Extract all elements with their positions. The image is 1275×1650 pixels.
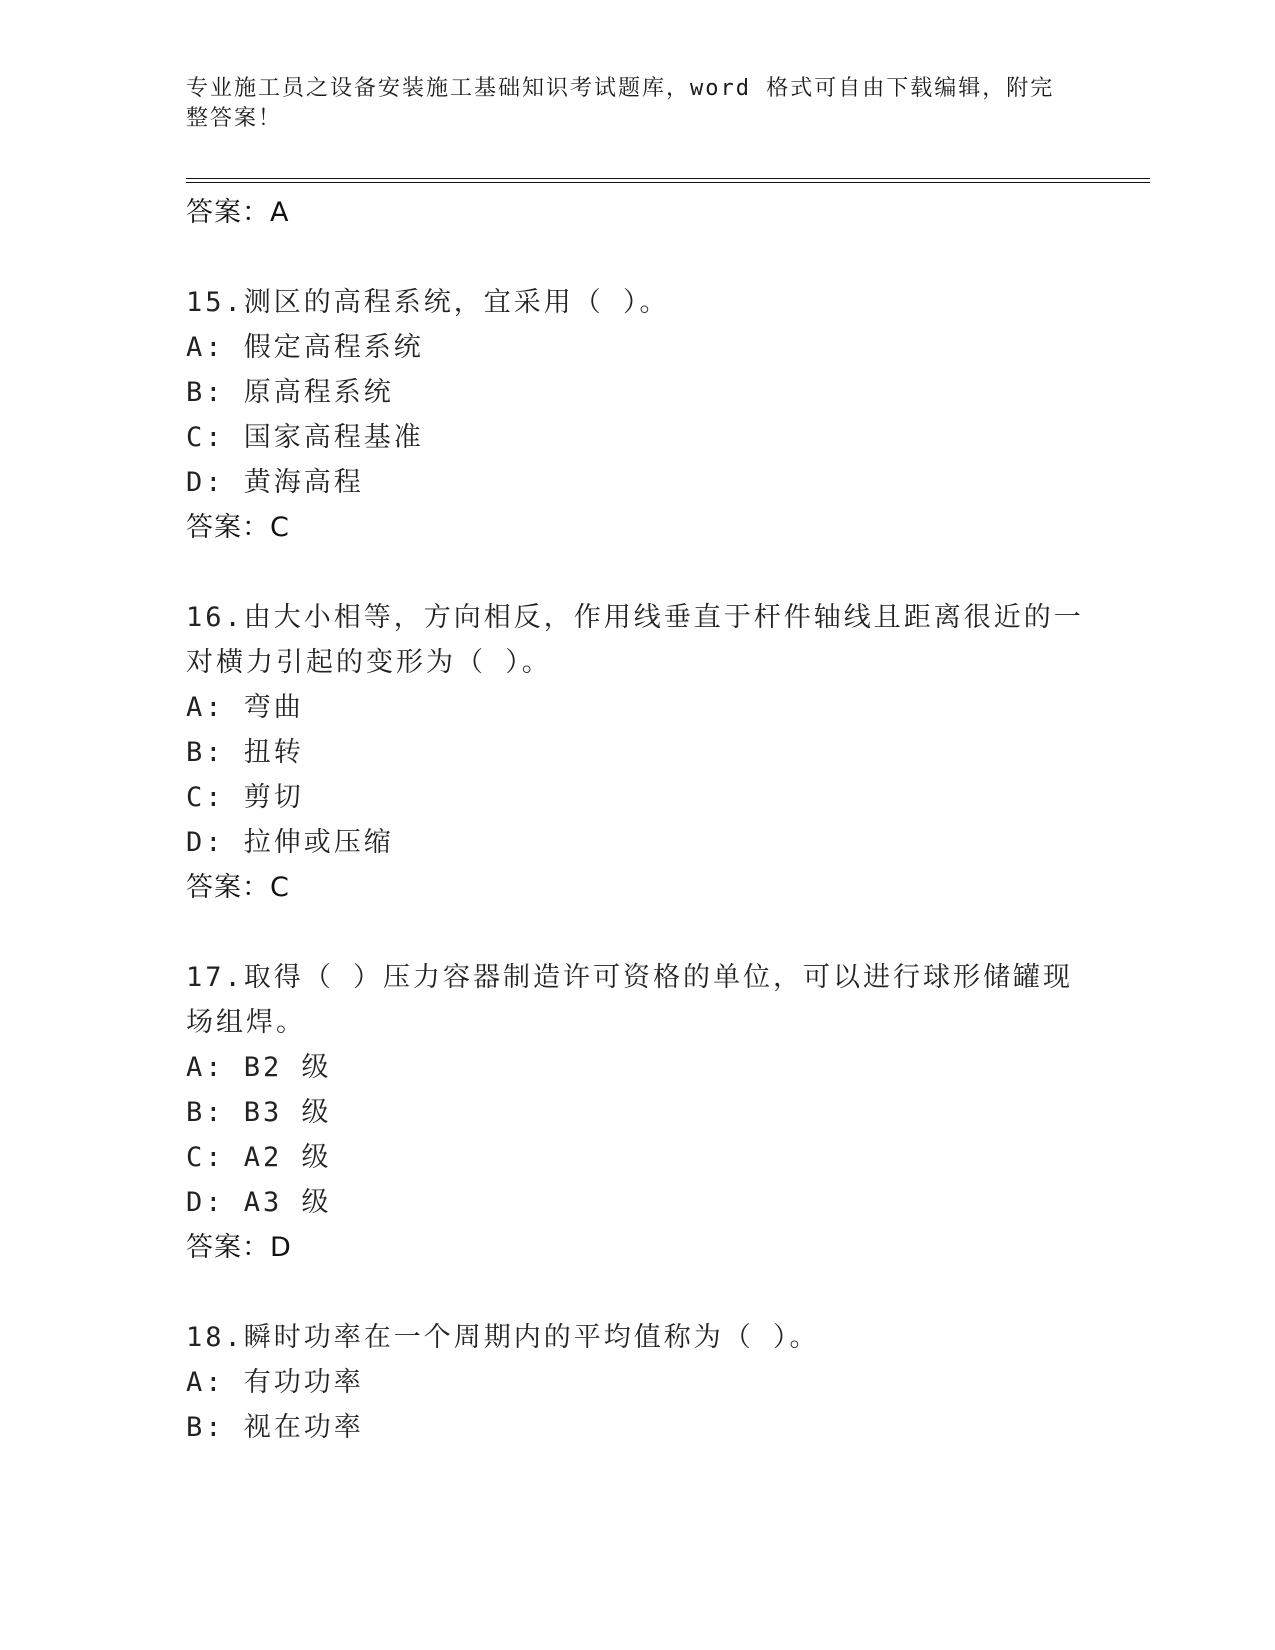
question-16 bbox=[186, 595, 1086, 911]
option-c: C: 国家高程基准 bbox=[186, 422, 424, 453]
header-divider-bottom bbox=[186, 182, 1150, 183]
option-d: D: A3 级 bbox=[186, 1187, 332, 1218]
header-divider-top bbox=[186, 178, 1150, 179]
option-b: B: B3 级 bbox=[186, 1097, 332, 1128]
question-17 bbox=[186, 955, 1086, 1271]
option-a: A: 有功功率 bbox=[186, 1367, 364, 1398]
option-b: B: 原高程系统 bbox=[186, 377, 394, 408]
question-18 bbox=[186, 1315, 1086, 1450]
answer-label: 答案：C bbox=[186, 872, 290, 903]
option-d: D: 拉伸或压缩 bbox=[186, 827, 394, 858]
option-a: A: B2 级 bbox=[186, 1052, 332, 1083]
option-c: C: 剪切 bbox=[186, 782, 304, 813]
question-stem: 16.由大小相等，方向相反，作用线垂直于杆件轴线且距离很近的一对横力引起的变形为（ ）。 bbox=[186, 602, 1084, 678]
option-a: A: 弯曲 bbox=[186, 692, 304, 723]
question-15 bbox=[186, 280, 1086, 551]
option-d: D: 黄海高程 bbox=[186, 467, 364, 498]
option-b: B: 视在功率 bbox=[186, 1412, 364, 1443]
option-c: C: A2 级 bbox=[186, 1142, 332, 1173]
question-stem: 17.取得（ ）压力容器制造许可资格的单位，可以进行球形储罐现场组焊。 bbox=[186, 962, 1074, 1038]
question-list bbox=[186, 190, 1086, 1494]
question-stem: 18.瞬时功率在一个周期内的平均值称为（ ）。 bbox=[186, 1322, 820, 1353]
answer-label: 答案：A bbox=[186, 197, 290, 228]
option-b: B: 扭转 bbox=[186, 737, 304, 768]
answer-label: 答案：C bbox=[186, 512, 290, 543]
question-stem: 15.测区的高程系统，宜采用（ ）。 bbox=[186, 287, 670, 318]
answer-label: 答案：D bbox=[186, 1232, 292, 1263]
option-a: A: 假定高程系统 bbox=[186, 332, 424, 363]
page-header: 专业施工员之设备安装施工基础知识考试题库，word 格式可自由下载编辑，附完整答案！ bbox=[186, 76, 1055, 131]
